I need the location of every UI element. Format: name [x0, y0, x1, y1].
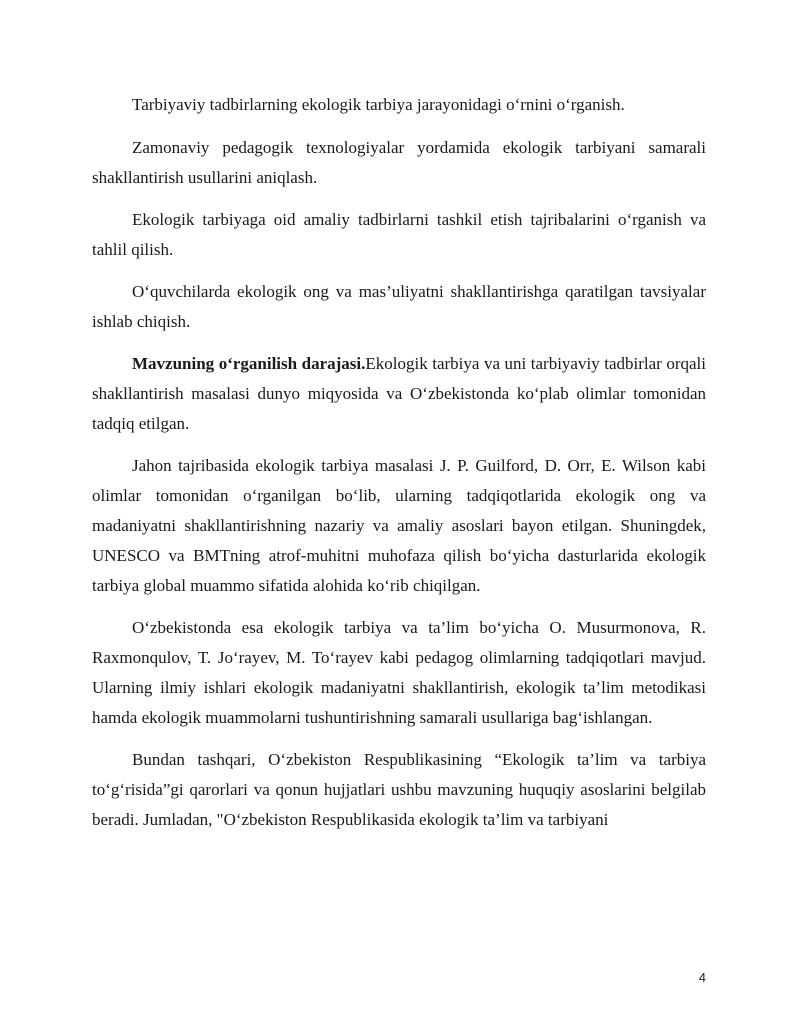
study-degree-text: Ekologik tarbiya va uni tarbiyaviy tadbirlar orqali shakllantirish masalasi dunyo miqyosida va O‘zbekistonda ko‘plab olimlar tomonidan tadqiq etilgan.: [92, 354, 706, 433]
objective-paragraph-2: Zamonaviy pedagogik texnologiyalar yordamida ekologik tarbiyani samarali shakllantirish usullarini aniqlash.: [92, 138, 706, 187]
objective-paragraph-1: Tarbiyaviy tadbirlarning ekologik tarbiya jarayonidagi o‘rnini o‘rganish.: [132, 95, 625, 114]
study-degree-heading: Mavzuning o‘rganilish darajasi.: [132, 354, 366, 373]
legal-basis-paragraph: Bundan tashqari, O‘zbekiston Respublikasining “Ekologik ta’lim va tarbiya to‘g‘risida”gi qarorlari va qonun hujjatlari ushbu mavzuning huquqiy asoslarini belgilab beradi. Jumladan, "O‘zbekiston Respublikasida ekologik ta’lim va tarbiyani: [92, 750, 706, 829]
study-degree-paragraph: [92, 349, 706, 439]
objective-paragraph-4: O‘quvchilarda ekologik ong va mas’uliyatni shakllantirishga qaratilgan tavsiyalar ishlab chiqish.: [92, 282, 706, 331]
objective-paragraph-3: Ekologik tarbiyaga oid amaliy tadbirlarni tashkil etish tajribalarini o‘rganish va tahlil qilish.: [92, 210, 706, 259]
uzbekistan-research-paragraph: O‘zbekistonda esa ekologik tarbiya va ta’lim bo‘yicha O. Musurmonova, R. Raxmonqulov, T. Jo‘rayev, M. To‘rayev kabi pedagog olimlarning tadqiqotlari mavjud. Ularning ilmiy ishlari ekologik madaniyatni shakllantirish, ekologik ta’lim metodikasi hamda ekologik muammolarni tushuntirishning samarali usullariga bag‘ishlangan.: [92, 618, 706, 727]
page-number: 4: [698, 970, 706, 985]
page-content: [92, 90, 706, 847]
world-experience-paragraph: Jahon tajribasida ekologik tarbiya masalasi J. P. Guilford, D. Orr, E. Wilson kabi olimlar tomonidan o‘rganilgan bo‘lib, ularning tadqiqotlarida ekologik ong va madaniyatni shakllantirishning nazariy va amaliy asoslari bayon etilgan. Shuningdek, UNESCO va BMTning atrof-muhitni muhofaza qilish bo‘yicha dasturlarida ekologik tarbiya global muammo sifatida alohida ko‘rib chiqilgan.: [92, 456, 706, 595]
